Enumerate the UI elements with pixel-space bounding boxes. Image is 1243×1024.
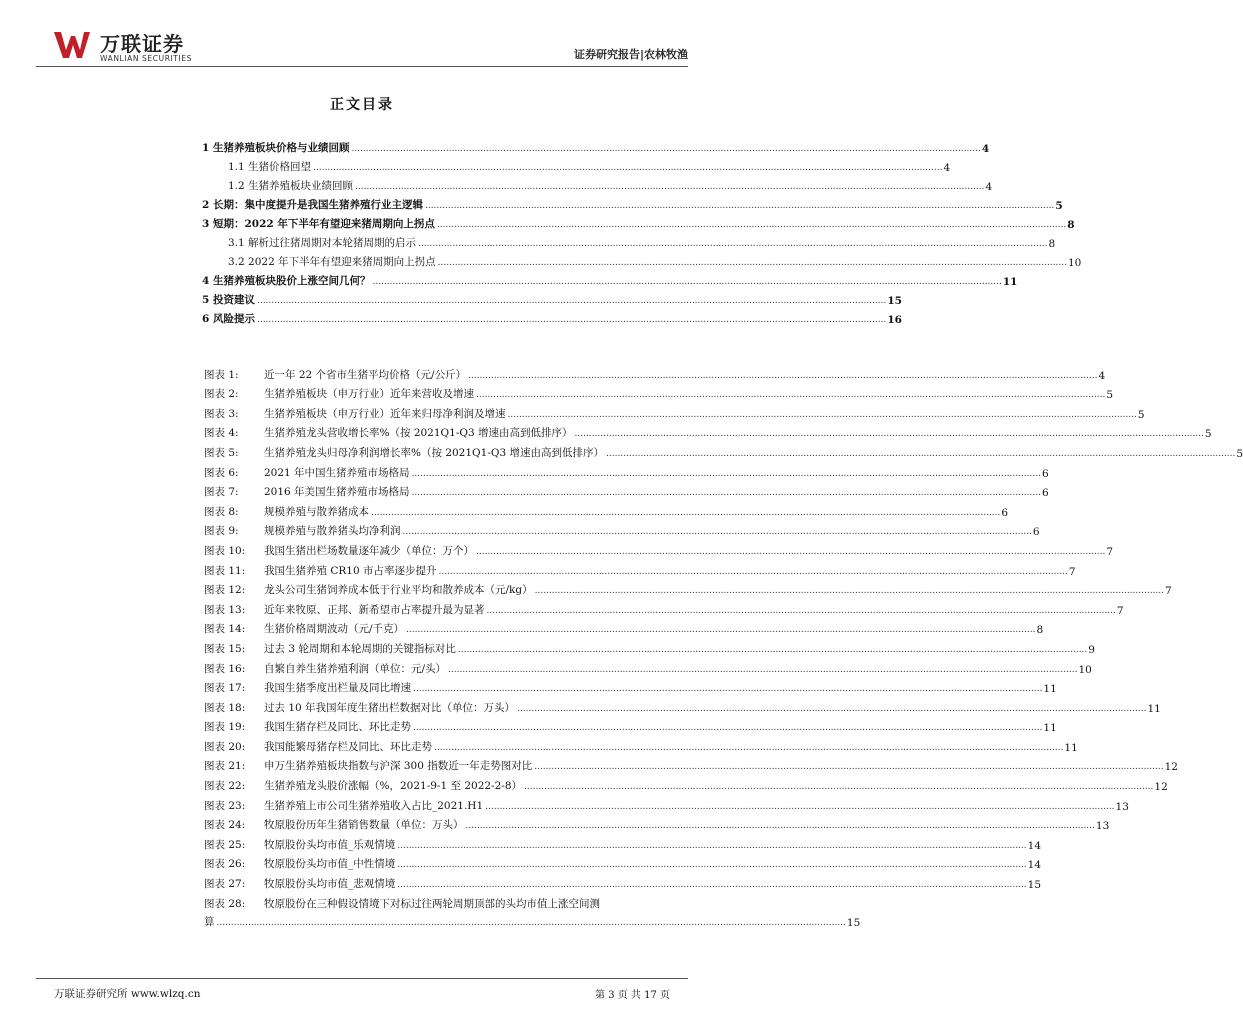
figure-entry-title: 近年来牧原、正邦、新希望市占率提升最为显著 xyxy=(264,603,485,616)
figure-entry[interactable] xyxy=(204,754,1178,774)
toc-entry-title: 3.2 2022 年下半年有望迎来猪周期向上拐点 xyxy=(228,256,436,268)
figure-entry[interactable] xyxy=(204,793,1129,813)
figure-entry[interactable] xyxy=(204,597,1124,617)
toc-entry-page: 16 xyxy=(887,314,902,326)
figure-entry[interactable] xyxy=(204,852,1042,872)
figure-entry[interactable] xyxy=(204,538,1114,558)
figure-entry[interactable] xyxy=(204,578,1172,598)
figure-entry-page: 7 xyxy=(1106,545,1114,558)
figure-entry-title: 规模养殖与散养猪成本 xyxy=(264,505,369,518)
figure-entry-page: 11 xyxy=(1064,741,1078,754)
figure-entry[interactable] xyxy=(204,871,1042,892)
figure-entry-line1 xyxy=(204,891,684,911)
figure-entry-label: 图表 23: xyxy=(204,799,246,812)
figure-entry-page: 5 xyxy=(1137,408,1145,421)
figure-leader-dots: ............................................................................................................................................................................................................................ xyxy=(517,703,1147,714)
figure-entry-label: 图表 13: xyxy=(204,603,246,616)
figure-entry[interactable] xyxy=(204,813,1110,833)
figure-entry-title: 牧原股份头均市值_乐观情境 xyxy=(264,838,396,851)
footer-source: 万联证券研究所 www.wlzq.cn xyxy=(54,988,201,1000)
figure-entry-page: 7 xyxy=(1068,565,1076,578)
toc-entry[interactable] xyxy=(202,288,902,307)
figure-list xyxy=(204,362,1243,929)
figure-entry-title: 牧原股份头均市值_悲观情境 xyxy=(264,878,396,891)
figure-entry-label: 图表 22: xyxy=(204,780,246,793)
figure-entry-title: 龙头公司生猪饲养成本低于行业平均和散养成本（元/kg） xyxy=(264,584,533,597)
figure-entry[interactable] xyxy=(204,362,1106,382)
toc-leader-dots: ............................................................................................................................................................................................................................ xyxy=(355,182,985,192)
figure-entry-title: 生猪养殖龙头营收增长率%（按 2021Q1-Q3 增速由高到低排序） xyxy=(264,427,573,440)
toc-entry-title: 1.2 生猪养殖板块业绩回顾 xyxy=(228,180,354,192)
figure-leader-dots: ............................................................................................................................................................................................................................ xyxy=(476,390,1106,401)
figure-leader-dots: ............................................................................................................................................................................................................................ xyxy=(507,409,1137,420)
figure-entry-title: 我国生猪出栏场数量逐年减少（单位：万个） xyxy=(264,544,474,557)
figure-entry-page: 5 xyxy=(1236,447,1243,460)
figure-leader-dots: ............................................................................................................................................................................................................................ xyxy=(413,723,1043,734)
figure-entry-label: 图表 19: xyxy=(204,721,246,734)
figure-leader-dots: ............................................................................................................................................................................................................................ xyxy=(402,527,1032,538)
figure-entry-title: 牧原股份历年生猪销售数量（单位：万头） xyxy=(264,819,464,832)
toc-entry[interactable] xyxy=(202,155,951,174)
figure-leader-dots: ............................................................................................................................................................................................................................ xyxy=(448,664,1078,675)
figure-entry-title: 牧原股份在三种假设情境下对标过往两轮周期顶部的头均市值上涨空间测 xyxy=(264,897,600,910)
figure-leader-dots: ............................................................................................................................................................................................................................ xyxy=(438,566,1068,577)
report-type: 证券研究报告|农林牧渔 xyxy=(573,48,688,61)
figure-entry-label: 图表 24: xyxy=(204,819,246,832)
page-title: 正文目录 xyxy=(330,97,394,113)
figure-entry-line2 xyxy=(204,911,861,929)
figure-leader-dots: ............................................................................................................................................................................................................................ xyxy=(397,880,1027,891)
figure-entry-title: 规模养殖与散养猪头均净利润 xyxy=(264,525,401,538)
figure-entry[interactable] xyxy=(204,499,1009,519)
figure-entry-page: 11 xyxy=(1043,683,1057,696)
figure-entry-page: 6 xyxy=(1001,506,1009,519)
figure-entry-page: 14 xyxy=(1027,859,1042,872)
wanlian-logo-icon xyxy=(54,30,90,60)
figure-leader-dots: ............................................................................................................................................................................................................................ xyxy=(534,762,1164,773)
figure-entry[interactable] xyxy=(204,460,1049,480)
figure-entry-page: 13 xyxy=(1115,800,1129,813)
figure-entry[interactable] xyxy=(204,421,1212,441)
figure-leader-dots: ............................................................................................................................................................................................................................ xyxy=(486,605,1116,616)
figure-leader-dots: ............................................................................................................................................................................................................................ xyxy=(606,448,1236,459)
figure-entry-page: 5 xyxy=(1204,428,1212,441)
figure-entry[interactable] xyxy=(204,832,1042,852)
figure-entry-page: 7 xyxy=(1116,604,1124,617)
toc-entry-page: 11 xyxy=(1002,276,1018,288)
figure-entry[interactable] xyxy=(204,773,1168,794)
figure-entry-label: 图表 4: xyxy=(204,427,239,440)
figure-entry-label: 图表 5: xyxy=(204,446,239,459)
figure-entry-label: 图表 10: xyxy=(204,544,246,557)
toc-entry-page: 4 xyxy=(943,162,951,174)
toc-entry[interactable] xyxy=(202,174,993,193)
figure-entry-title: 生猪养殖板块（申万行业）近年来营收及增速 xyxy=(264,388,474,401)
figure-leader-dots: ............................................................................................................................................................................................................................ xyxy=(524,782,1154,793)
figure-entry-title: 申万生猪养殖板块指数与沪深 300 指数近一年走势图对比 xyxy=(264,760,533,773)
toc-entry-title: 4 生猪养殖板块股价上涨空间几何？ xyxy=(202,275,371,287)
figure-leader-dots: ............................................................................................................................................................................................................................ xyxy=(434,742,1064,753)
figure-entry-page: 6 xyxy=(1041,467,1049,480)
toc-entry[interactable] xyxy=(202,250,1082,269)
figure-entry-page: 14 xyxy=(1027,839,1042,852)
toc-leader-dots: ............................................................................................................................................................................................................................ xyxy=(351,144,981,154)
figure-entry-page: 4 xyxy=(1098,369,1106,382)
figure-entry-title: 生猪价格周期波动（元/千克） xyxy=(264,623,405,636)
footer-divider xyxy=(36,978,688,979)
toc-entry-title: 3 短期：2022 年下半年有望迎来猪周期向上拐点 xyxy=(202,218,435,230)
toc-entry-page: 4 xyxy=(985,181,993,193)
toc-leader-dots: ............................................................................................................................................................................................................................ xyxy=(256,315,887,325)
figure-leader-dots: ............................................................................................................................................................................................................................ xyxy=(397,860,1027,871)
toc-entry-title: 6 风险提示 xyxy=(202,313,255,325)
figure-entry-title: 2021 年中国生猪养殖市场格局 xyxy=(264,466,410,479)
figure-entry-title: 2016 年美国生猪养殖市场格局 xyxy=(264,486,410,499)
figure-entry[interactable] xyxy=(204,480,1049,500)
figure-entry[interactable] xyxy=(204,891,861,929)
figure-leader-dots: ............................................................................................................................................................................................................................ xyxy=(574,429,1204,440)
figure-leader-dots: ............................................................................................................................................................................................................................ xyxy=(457,644,1088,655)
toc-leader-dots: ............................................................................................................................................................................................................................ xyxy=(424,201,1055,211)
figure-entry[interactable] xyxy=(204,656,1092,676)
figure-entry[interactable] xyxy=(204,440,1243,460)
figure-leader-dots: ............................................................................................................................................................................................................................ xyxy=(371,507,1001,518)
figure-entry-title: 过去 10 年我国年度生猪出栏数据对比（单位：万头） xyxy=(264,701,516,714)
figure-entry-label: 图表 8: xyxy=(204,505,239,518)
figure-entry-label: 图表 17: xyxy=(204,682,246,695)
toc-leader-dots: ............................................................................................................................................................................................................................ xyxy=(437,258,1067,268)
toc-entry-title: 1.1 生猪价格回望 xyxy=(228,161,312,173)
figure-entry-page: 13 xyxy=(1095,820,1110,833)
figure-leader-dots: ............................................................................................................................................................................................................................ xyxy=(397,840,1027,851)
toc-leader-dots: ............................................................................................................................................................................................................................ xyxy=(256,296,887,306)
figure-entry-label: 图表 16: xyxy=(204,662,246,675)
figure-entry[interactable] xyxy=(204,558,1076,578)
figure-entry-label: 图表 1: xyxy=(204,368,239,381)
figure-leader-dots: ............................................................................................................................................................................................................................ xyxy=(411,488,1041,499)
figure-entry-page: 15 xyxy=(846,916,861,929)
figure-leader-dots: ............................................................................................................................................................................................................................ xyxy=(465,821,1095,832)
figure-leader-dots: ............................................................................................................................................................................................................................ xyxy=(485,801,1115,812)
figure-entry-page: 7 xyxy=(1165,585,1172,598)
toc-entry[interactable] xyxy=(202,307,902,326)
figure-entry-label: 图表 20: xyxy=(204,740,246,753)
figure-leader-dots: ............................................................................................................................................................................................................................ xyxy=(413,684,1043,695)
figure-entry-label: 图表 15: xyxy=(204,642,246,655)
toc-leader-dots: ............................................................................................................................................................................................................................ xyxy=(436,220,1067,230)
figure-entry[interactable] xyxy=(204,519,1040,539)
figure-entry-title: 我国能繁母猪存栏及同比、环比走势 xyxy=(264,740,432,753)
figure-entry-page: 12 xyxy=(1154,781,1168,794)
figure-leader-dots: ............................................................................................................................................................................................................................ xyxy=(468,370,1098,381)
figure-entry-page: 11 xyxy=(1043,722,1057,735)
figure-entry-label: 图表 11: xyxy=(204,564,246,577)
figure-entry-title: 我国生猪养殖 CR10 市占率逐步提升 xyxy=(264,564,437,577)
figure-entry-page: 8 xyxy=(1036,624,1044,637)
footer-page-number: 第 3 页 共 17 页 xyxy=(595,990,670,1001)
figure-entry-title: 生猪养殖龙头归母净利润增长率%（按 2021Q1-Q3 增速由高到低排序） xyxy=(264,446,604,459)
figure-leader-dots: ............................................................................................................................................................................................................................ xyxy=(406,625,1036,636)
toc-leader-dots: ............................................................................................................................................................................................................................ xyxy=(372,277,1002,287)
figure-entry-label: 图表 9: xyxy=(204,525,239,538)
figure-entry-title: 生猪养殖板块（申万行业）近年来归母净利润及增速 xyxy=(264,407,506,420)
toc-entry-title: 3.1 解析过往猪周期对本轮猪周期的启示 xyxy=(228,237,417,249)
header-divider xyxy=(36,66,688,67)
figure-leader-dots: ............................................................................................................................................................................................................................ xyxy=(216,917,846,928)
figure-entry-page: 9 xyxy=(1088,643,1095,656)
figure-entry-page: 5 xyxy=(1106,389,1114,402)
figure-entry[interactable] xyxy=(204,382,1114,402)
logo-name-en: WANLIAN SECURITIES xyxy=(100,54,193,63)
figure-entry-title: 生猪养殖上市公司生猪养殖收入占比_2021.H1 xyxy=(264,799,484,812)
figure-entry-title-cont: 算 xyxy=(204,915,215,928)
toc-leader-dots: ............................................................................................................................................................................................................................ xyxy=(418,239,1048,249)
figure-entry-title: 自繁自养生猪养殖利润（单位：元/头） xyxy=(264,662,447,675)
figure-entry-label: 图表 12: xyxy=(204,584,246,597)
figure-entry-title: 我国生猪存栏及同比、环比走势 xyxy=(264,721,411,734)
figure-entry-label: 图表 28: xyxy=(204,897,246,910)
toc-entry-page: 5 xyxy=(1055,200,1063,212)
figure-leader-dots: ............................................................................................................................................................................................................................ xyxy=(534,586,1165,597)
figure-entry-label: 图表 3: xyxy=(204,407,239,420)
figure-entry-label: 图表 6: xyxy=(204,466,239,479)
logo-name-cn: 万联证券 xyxy=(100,32,184,56)
toc-entry-title: 2 长期：集中度提升是我国生猪养殖行业主逻辑 xyxy=(202,199,423,211)
toc-entry[interactable] xyxy=(202,212,1075,231)
figure-entry-label: 图表 14: xyxy=(204,623,246,636)
toc-entry-title: 5 投资建议 xyxy=(202,294,255,306)
figure-entry-title: 生猪养殖龙头股价涨幅（%，2021-9-1 至 2022-2-8） xyxy=(264,780,523,793)
figure-entry-page: 15 xyxy=(1027,879,1042,892)
toc-entry-title: 1 生猪养殖板块价格与业绩回顾 xyxy=(202,142,350,154)
figure-entry-page: 11 xyxy=(1147,702,1161,715)
figure-entry[interactable] xyxy=(204,676,1057,696)
toc-entry[interactable] xyxy=(202,193,1063,212)
figure-entry-page: 6 xyxy=(1041,487,1049,500)
figure-entry-page: 12 xyxy=(1164,761,1178,774)
figure-entry-label: 图表 26: xyxy=(204,858,246,871)
toc-entry-page: 4 xyxy=(981,143,990,155)
figure-leader-dots: ............................................................................................................................................................................................................................ xyxy=(476,546,1106,557)
figure-entry[interactable] xyxy=(204,715,1057,735)
page-header xyxy=(36,24,688,68)
figure-entry-page: 10 xyxy=(1078,663,1092,676)
figure-leader-dots: ............................................................................................................................................................................................................................ xyxy=(411,468,1041,479)
figure-entry[interactable] xyxy=(204,734,1078,754)
figure-entry[interactable] xyxy=(204,695,1161,715)
figure-entry[interactable] xyxy=(204,617,1044,637)
table-of-contents xyxy=(202,136,1082,326)
figure-entry-label: 图表 25: xyxy=(204,838,246,851)
figure-entry[interactable] xyxy=(204,636,1095,656)
toc-entry[interactable] xyxy=(202,231,1056,250)
toc-entry-page: 10 xyxy=(1068,257,1082,269)
figure-entry-label: 图表 7: xyxy=(204,486,239,499)
toc-entry[interactable] xyxy=(202,136,990,155)
figure-entry-label: 图表 2: xyxy=(204,388,239,401)
figure-entry-title: 过去 3 轮周期和本轮周期的关键指标对比 xyxy=(264,642,456,655)
figure-entry[interactable] xyxy=(204,401,1145,421)
toc-leader-dots: ............................................................................................................................................................................................................................ xyxy=(313,163,943,173)
toc-entry-page: 8 xyxy=(1067,219,1075,231)
figure-entry-label: 图表 21: xyxy=(204,760,246,773)
toc-entry[interactable] xyxy=(202,269,1018,288)
figure-entry-page: 6 xyxy=(1032,526,1040,539)
figure-entry-title: 我国生猪季度出栏量及同比增速 xyxy=(264,682,411,695)
toc-entry-page: 15 xyxy=(887,295,902,307)
figure-entry-title: 近一年 22 个省市生猪平均价格（元/公斤） xyxy=(264,368,467,381)
figure-entry-label: 图表 18: xyxy=(204,701,246,714)
toc-entry-page: 8 xyxy=(1048,238,1056,250)
figure-entry-title: 牧原股份头均市值_中性情境 xyxy=(264,858,396,871)
figure-entry-label: 图表 27: xyxy=(204,878,246,891)
